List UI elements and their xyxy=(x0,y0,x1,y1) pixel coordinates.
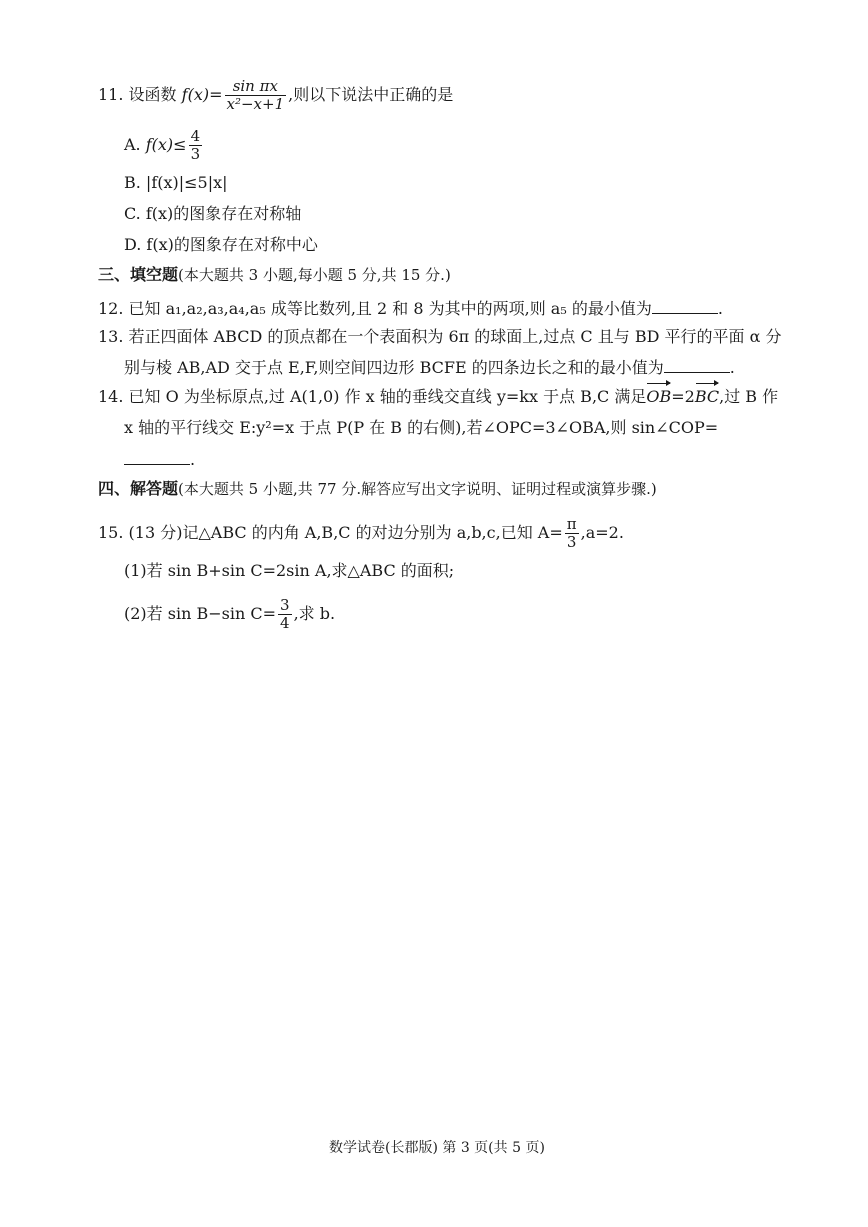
option-a-denominator: 3 xyxy=(190,145,201,163)
q15-stem xyxy=(98,516,624,551)
answer-blank xyxy=(664,356,730,373)
q11-frac-denominator: x²−x+1 xyxy=(226,95,285,113)
q13-line2 xyxy=(124,356,735,379)
section-3-title: 三、填空题 xyxy=(98,265,179,284)
q11-option-a xyxy=(124,128,204,163)
q15-part2-numerator: 3 xyxy=(280,596,290,614)
q15-part2 xyxy=(124,597,335,632)
q15-part2-denominator: 4 xyxy=(280,614,290,632)
q12-end: . xyxy=(717,299,723,318)
q15-fraction xyxy=(565,516,579,551)
q12 xyxy=(98,297,723,320)
q14-line1-pre: 14. 已知 O 为坐标原点,过 A(1,0) 作 x 轴的垂线交直线 y=kx 于点 B,C 满足 xyxy=(98,387,647,406)
q11-option-b: B. |f(x)|≤5|x| xyxy=(124,173,228,192)
q11-frac-numerator: sin πx xyxy=(225,78,287,96)
q12-text: 12. 已知 a₁,a₂,a₃,a₄,a₅ 成等比数列,且 2 和 8 为其中的两项,则 a₅ 的最小值为 xyxy=(98,299,652,318)
page-footer: 数学试卷(长郡版) 第 3 页(共 5 页) xyxy=(329,1140,545,1156)
q15-frac-numerator: π xyxy=(566,515,577,533)
q11-option-c: C. f(x)的图象存在对称轴 xyxy=(124,204,302,223)
q11-stem-post: ,则以下说法中正确的是 xyxy=(288,85,454,104)
q15-part2-post: ,求 b. xyxy=(293,604,336,623)
q15-part1: (1)若 sin B+sin C=2sin A,求△ABC 的面积; xyxy=(124,561,455,580)
q11-stem-pre: 设函数 xyxy=(128,85,177,104)
q14-line2: x 轴的平行线交 E:y²=x 于点 P(P 在 B 的右侧),若∠OPC=3∠OBA,则 sin∠COP= xyxy=(124,418,719,437)
q15-stem-post: ,a=2. xyxy=(580,523,624,542)
q15-part2-fraction xyxy=(278,597,292,632)
vector-ob: OB xyxy=(646,387,672,406)
q11-option-d: D. f(x)的图象存在对称中心 xyxy=(124,235,318,254)
q13-end: . xyxy=(729,358,735,377)
section-3-note: (本大题共 3 小题,每小题 5 分,共 15 分.) xyxy=(178,266,451,284)
section-3-heading xyxy=(98,264,451,286)
q14-line3 xyxy=(124,448,195,471)
section-4-heading xyxy=(98,478,657,500)
q15-frac-denominator: 3 xyxy=(566,533,577,551)
q14-line1-post: ,过 B 作 xyxy=(719,387,779,406)
option-a-numerator: 4 xyxy=(190,127,201,145)
question-number: 11. xyxy=(98,85,124,104)
q14-line1 xyxy=(98,386,778,408)
option-a-label: A. xyxy=(124,135,141,154)
answer-blank xyxy=(652,297,718,314)
option-a-fraction xyxy=(189,128,203,163)
q11-fraction xyxy=(225,78,287,113)
vector-bc: BC xyxy=(694,387,720,406)
section-4-title: 四、解答题 xyxy=(98,479,179,498)
option-a-expr: f(x)≤ xyxy=(145,135,187,154)
q11-function: f(x)= xyxy=(181,85,223,104)
section-4-note: (本大题共 5 小题,共 77 分.解答应写出文字说明、证明过程或演算步骤.) xyxy=(178,480,657,498)
answer-blank xyxy=(124,448,190,465)
q13-line1: 13. 若正四面体 ABCD 的顶点都在一个表面积为 6π 的球面上,过点 C 且与 BD 平行的平面 α 分 xyxy=(98,327,782,346)
q15-part2-pre: (2)若 sin B−sin C= xyxy=(124,604,277,623)
q14-end: . xyxy=(190,450,196,469)
q14-eq: =2 xyxy=(671,387,695,406)
q15-stem-pre: 15. (13 分)记△ABC 的内角 A,B,C 的对边分别为 a,b,c,已知 A= xyxy=(98,523,563,542)
q11-stem xyxy=(98,78,453,113)
q13-line2-text: 别与棱 AB,AD 交于点 E,F,则空间四边形 BCFE 的四条边长之和的最小值为 xyxy=(124,358,664,377)
